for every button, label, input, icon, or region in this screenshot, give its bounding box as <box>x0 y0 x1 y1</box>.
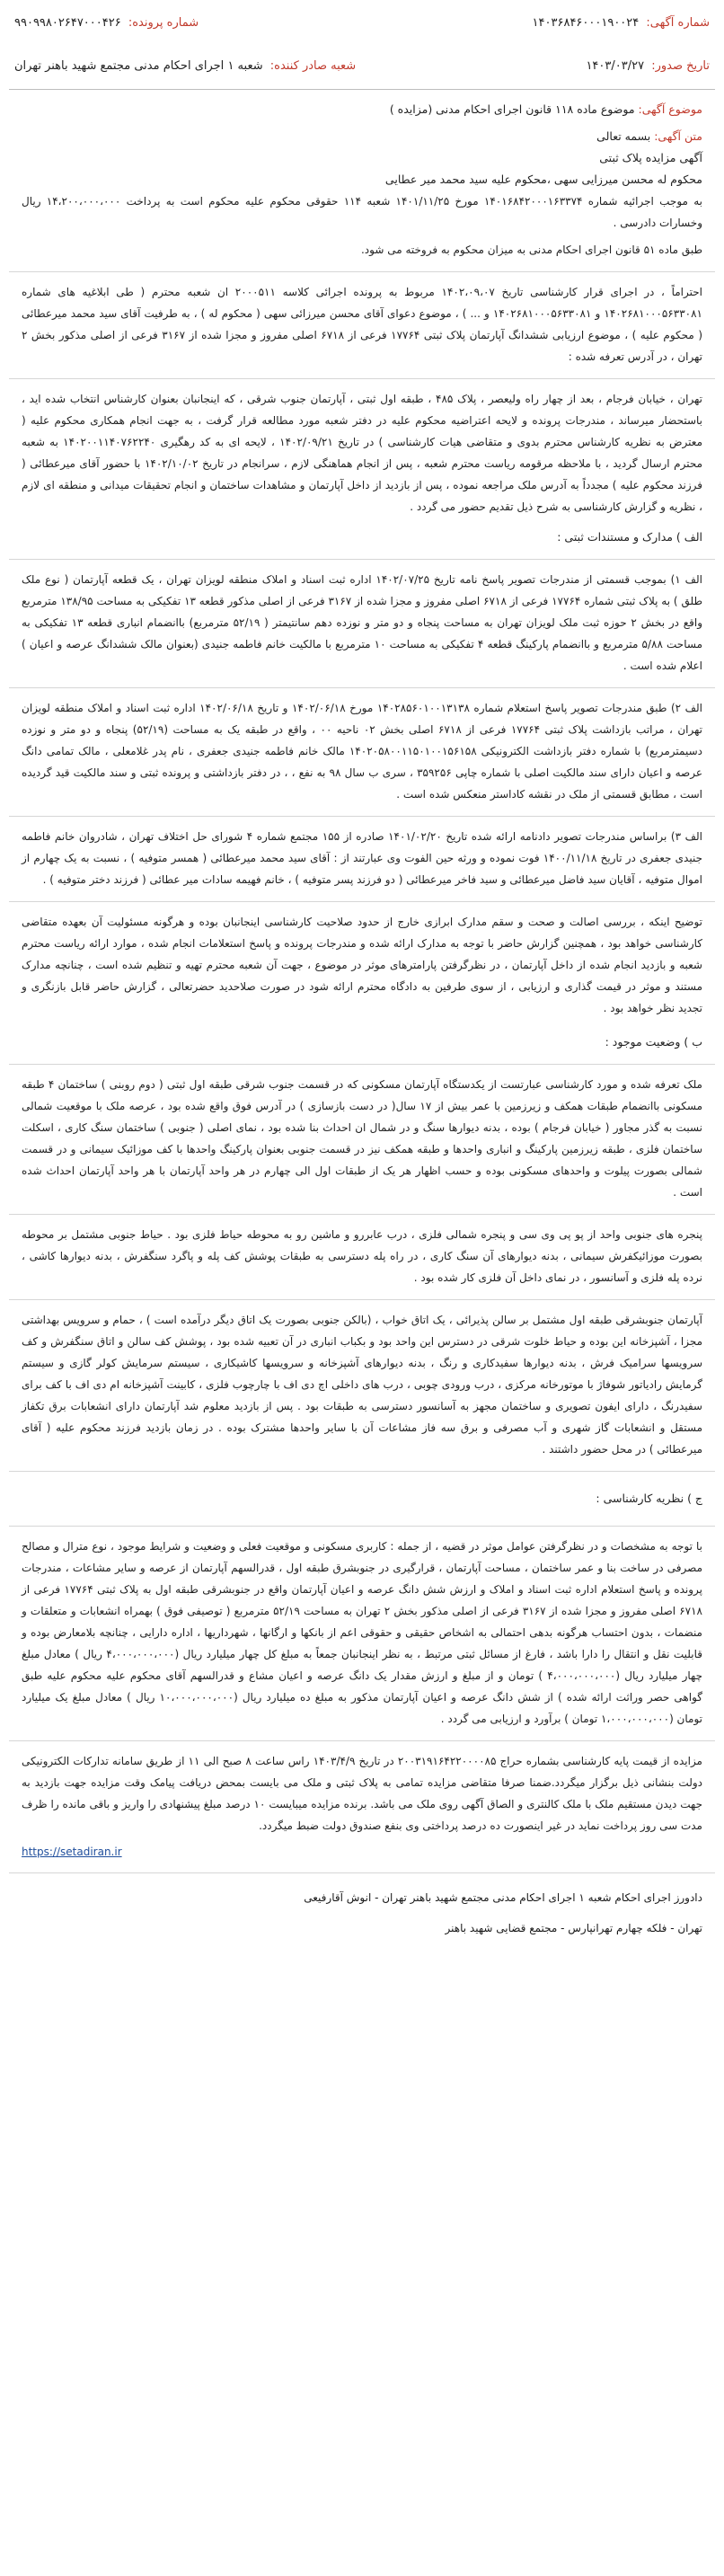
issuer-value: شعبه ۱ اجرای احکام مدنی مجتمع شهید باهنر تهران <box>14 59 263 73</box>
jim-1-paragraph: با توجه به مشخصات و در نظرگرفتن عوامل موثر در قضیه ، از جمله : کاربری مسکونی و موقعیت فعلی و وضعیت و شرایط موجود ، نوع مترال و مصالح مصرفی در ساخت بنا و عمر ساختمان ، مساحت آپارتمان ، قرارگیری در جنوبشرق طبقه اول ، قدرالسهم آپارتمان از عرصه و سایر مشاعات ، مندرجات پرونده و پاسخ استعلام اداره ثبت اسناد و املاک و ارزش شش دانگ عرصه و اعیان آپارتمان واقع در جنوبشرقی طبقه اول به پلاک ثبتی ۱۷۷۶۴ فرعی از ۶۷۱۸ اصلی مفروز و مجزا شده از ۳۱۶۷ فرعی از اصلی مذکور بخش ۲ تهران به مساحت ۵۲/۱۹ مترمربع ( توصیفی فوق ) بهمراه انشعابات و متعلقات و منضمات ، بدون احتساب هرگونه بدهی احتمالی به اشخاص حقیقی و حقوقی اعم از بانکها و ارگانها ، شهرداریها ، اداره دارایی ، چنانچه بلامعارض بوده و قابلیت نقل و انتقال را دارا باشد ، فارغ از مسائل ثبتی مرتبط ، به نظر اینجانبان جمعاً به مبلغ کل چهار میلیارد ریال (۴،۰۰۰،۰۰۰،۰۰۰ ریال ) معادل مبلغ چهار میلیارد ریال (۴،۰۰۰،۰۰۰،۰۰۰ ) تومان و از مبلغ و ارزش مقدار یک دانگ عرصه و اعیان مشاع و قدرالسهم آقای محکوم علیه محکوم علیه طبق گواهی حصر وراثت ارائه شده ) از شش دانگ عرصه و اعیان آپارتمان مذکور به مبلغ ده میلیارد ریال (۱۰،۰۰۰،۰۰۰،۰۰۰ ریال ) معادل مبلغ یک میلیارد تومان (۱،۰۰۰،۰۰۰،۰۰۰ تومان ) برآورد و ارزیابی می گردد . <box>22 1540 703 1725</box>
issue-date-label: تاریخ صدور: <box>651 59 710 73</box>
topic-label: موضوع آگهی: <box>638 102 702 116</box>
jim-1-section <box>9 1527 715 1741</box>
respect-section <box>9 272 715 379</box>
notice-title: آگهی مزایده پلاک ثبتی <box>599 151 702 164</box>
issuer-label: شعبه صادر کننده: <box>269 59 357 73</box>
be-2-section <box>9 1215 715 1300</box>
alef-1-paragraph: الف ۱) بموجب قسمتی از مندرجات تصویر پاسخ نامه تاریخ ۱۴۰۲/۰۷/۲۵ اداره ثبت اسناد و املاک منطقه لویزان تهران ، یک قطعه آپارتمان ( نوع ملک طلق ) به پلاک ثبتی شماره ۱۷۷۶۴ فرعی از ۶۷۱۸ اصلی مفروز و مجزا شده از ۳۱۶۷ فرعی از اصلی مذکور قطعه ۱۳ تفکیکی به مساحت ۱۳۸/۹۵ مترمربع واقع در بخش ۲ حوزه ثبت ملک لویزان تهران به مساحت پنجاه و دو متر و نوزده دهم سانتیمتر ( ۵۲/۱۹ مترمربع) باانضمام انباری قطعه ۱۳ تفکیکی به مساحت ۵/۸۸ مترمربع و باانضمام پارکینگ قطعه ۴ تفکیکی به مساحت ۱۰ مترمربع با مالکیت خانم فاطمه جنیدی (بعنوان مالک ششدانگ عرصه و اعیان ) اعلام شده است . <box>22 573 703 672</box>
issuer <box>14 58 356 75</box>
be-2-paragraph: پنجره های جنوبی واحد از پو پی وی سی و پنجره شمالی فلزی ، درب عابررو و ماشین رو به محوطه حیاط فلزی بود . حیاط جنوبی مشتمل بر محوطه بصورت موزائیکفرش سیمانی ، بدنه دیوارهای آن سنگ کاری ، در راه پله دسترسی به طبقات پوشش کف پله و پاگرد سنگفرش ، بدنه دیوارها کاشی ، نرده پله فلزی و آسانسور ، در نمای داخل آن فلزی کار شده بود . <box>22 1228 702 1284</box>
intro-section <box>9 90 715 272</box>
respect-paragraph: احتراماً ، در اجرای قرار کارشناسی تاریخ ۱۴۰۲،۰۹،۰۷ مربوط به پرونده اجرائی کلاسه ۲۰۰۰۵۱۱ ان شعبه محترم ( طی ابلاغیه های شماره ۱۴۰۲۶۸۱۰۰۰۵۶۳۳۰۸۱ و ۱۴۰۲۶۸۱۰۰۰۵۶۳۳۰۸۱ و ... ) ، موضوع دعوای آقای محسن میرزائی سهی ( محکوم له ) ، به طرفیت آقای سید محمد میرعطائی ( محکوم علیه ) ، موضوع ارزیابی ششدانگ آپارتمان پلاک ثبتی ۱۷۷۶۴ فرعی از ۶۷۱۸ اصلی مفروز و مجزا شده از ۳۱۶۷ فرعی از اصلی مذکور بخش ۲ تهران ، در آدرس تعرفه شده : <box>22 286 703 363</box>
alef-2-paragraph: الف ۲) طبق مندرجات تصویر پاسخ استعلام شماره ۱۴۰۲۸۵۶۰۱۰۰۱۳۱۳۸ مورخ ۱۴۰۲/۰۶/۱۸ و تاریخ ۱۴۰۲/۰۶/۱۸ اداره ثبت اسناد و املاک منطقه لویزان تهران ، مراتب بازداشت پلاک ثبتی ۱۷۷۶۴ فرعی از ۶۷۱۸ اصلی بخش ۰۲ ناحیه ۰۰ ، واقع در طبقه یک به مساحت (۵۲/۱۹) پنجاه و دو متر و نوزده دسیمترمربع) با شماره دفتر بازداشت الکترونیکی ۱۴۰۲۰۵۸۰۰۱۱۵۰۱۰۰۱۵۶۱۵۸ مالک خانم فاطمه جنیدی جعفری ، نام پدر غلامعلی ، مالک تمامی دانگ عرصه و اعیان دارای سند مالکیت اصلی با شماره چاپی ۳۵۹۲۵۶ ، سری ب سال ۹۸ به نفع ، ، در دفتر بازداشتی و پرونده ثبتی و سند مالکیت قید گردیده است ، مطابق قسمتی از ملک در نقشه کاداستر منعکس شده است . <box>22 702 702 801</box>
topic-value: موضوع ماده ۱۱۸ قانون اجرای احکام مدنی (مزایده ) <box>389 102 635 116</box>
be-3-paragraph: آپارتمان جنوبشرقی طبقه اول مشتمل بر سالن پذیرائی ، یک اتاق خواب ، (بالکن جنوبی بصورت یک اتاق دیگر درآمده است ) ، حمام و سرویس بهداشتی مجزا ، آشپزخانه این بوده و حیاط خلوت شرقی در دسترس این واحد بود و بکباب انباری در آن تعبیه شده بود ، پوشش کف سالن و اتاق سنگفرش و کف سرویسها سرامیک فرش ، بدنه دیوارها سفیدکاری و رنگ ، بدنه دیوارهای آشپزخانه و سرویسها کاشیکاری ، سیستم سرمایش کولر گازی و سیستم گرمایش رادیاتور شوفاژ با موتورخانه مرکزی ، درب ورودی چوبی ، درب های داخلی اچ دی اف با چارچوب فلزی ، کابینت آشپزخانه ام دی اف با کف برای سفیدرنگ ، دارای ایفون تصویری و ساختمان مجهز به آسانسور دسترسی به طبقات بود . پس از بازدید معلوم شد آپارتمان دارای انشعابات برق تکفاز مستقل و انشعابات گاز شهری و آب مصرفی و برق سه فاز مشاعات آن با سایر واحدها مشترک بوده . در زمان بازدید فرزند محکوم علیه ( آقای میرعطائی ) در محل حضور داشتند . <box>22 1314 702 1456</box>
address-paragraph: تهران ، خیابان فرجام ، بعد از چهار راه ولیعصر ، پلاک ۴۸۵ ، طبقه اول ثبتی ، آپارتمان جنوب شرقی ، که اینجانبان بعنوان کارشناس انتخاب شده اید ، باستحضار میرساند ، مندرجات پرونده و لایحه اعتراضیه محکوم علیه در دفتر شعبه مورد مطالعه قرار گرفت ، به جهت انجام همکاری محکوم علیه ( معترض به نظریه کارشناس محترم بدوی و متقاضی هیات کارشناسی ) در تاریخ ۱۴۰۲/۰۹/۲۱ ، لایحه ای به کد رهگیری ۱۴۰۲۰۰۱۱۴۰۷۶۲۲۴۰ به شعبه محترم ارسال گردید ، با ملاحظه مرقومه ریاست محترم شعبه ، پس از انجام هماهنگی لازم ، سرانجام در تاریخ ۱۴۰۲/۱۰/۰۲ با حضور آقای میرعطائی ( فرزند محکوم علیه ) مجدداً به آدرس ملک مراجعه نموده ، پس از بازدید از داخل آپارتمان و مشاهدات ساختمان و انجام تحقیقات میدانی و منطقه ای لازم ، نظریه و گزارش کارشناسی به شرح ذیل تقدیم حضور می گردد . <box>22 393 703 513</box>
bismillah: بسمه تعالی <box>596 129 651 143</box>
signature-line-2: تهران - فلکه چهارم تهرانپارس - مجتمع قضایی شهید باهنر <box>445 1922 702 1934</box>
auction-section <box>9 1741 715 1873</box>
be-3-section <box>9 1300 715 1472</box>
signature-line-1: دادورز اجرای احکام شعبه ۱ اجرای احکام مدنی مجتمع شهید باهنر تهران - انوش آقارفیعی <box>304 1891 702 1904</box>
alef-3-paragraph: الف ۳) براساس مندرجات تصویر دادنامه ارائه شده تاریخ ۱۴۰۱/۰۲/۲۰ صادره از ۱۵۵ مجتمع شماره ۴ شورای حل اختلاف تهران ، شادروان خانم فاطمه جنیدی جعفری در تاریخ ۱۴۰۰/۱۱/۱۸ فوت نموده و ورثه حین الفوت وی عبارتند از : آقای سید محمد میرعطائی ( همسر متوفیه ) ، نسبت به یک چهارم از اموال متوفیه ، آقایان سید فاضل میرعطائی و سید فاخر میرعطائی ( دو فرزند پسر متوفیه ) ، خانم فهیمه سادات میر عطائی ( فرزند دختر متوفیه ) . <box>22 830 703 886</box>
alef-3-section <box>9 817 715 902</box>
section-alef-heading: الف ) مدارک و مستندات ثبتی : <box>557 530 702 544</box>
authenticity-section <box>9 902 715 1065</box>
case-number-label: شماره پرونده: <box>128 16 199 30</box>
section-be-heading: ب ) وضعیت موجود : <box>605 1035 702 1049</box>
ad-number-value: ۱۴۰۳۶۸۴۶۰۰۰۱۹۰۰۲۴ <box>532 16 640 30</box>
section-jim-heading: ج ) نظریه کارشناسی : <box>596 1492 702 1505</box>
issue-date-value: ۱۴۰۳/۰۳/۲۷ <box>586 59 645 73</box>
signature-section <box>9 1873 715 1951</box>
ad-number <box>533 14 710 32</box>
alef-1-section <box>9 560 715 688</box>
ad-number-label: شماره آگهی: <box>646 16 710 30</box>
execution-paragraph: به موجب اجرائیه شماره ۱۴۰۱۶۸۴۲۰۰۰۱۶۳۳۷۴ مورخ ۱۴۰۱/۱۱/۲۵ شعبه ۱۱۴ حقوقی محکوم علیه محکوم است به پرداخت ۱۴،۲۰۰،۰۰۰،۰۰۰ ریال وخسارات دادرسی . <box>22 195 702 229</box>
notice-header <box>9 7 715 90</box>
body-label: متن آگهی: <box>654 129 702 143</box>
address-section <box>9 379 715 560</box>
parties-line: محکوم له محسن میرزایی سهی ،محکوم علیه سید محمد میر عطایی <box>384 173 702 186</box>
auction-paragraph: مزایده از قیمت پایه کارشناسی بشماره حراج ۲۰۰۳۱۹۱۶۴۲۲۰۰۰۰۸۵ در تاریخ ۱۴۰۳/۴/۹ راس ساعت ۸ صبح الی ۱۱ از طریق سامانه تدارکات الکترونیکی دولت بنشانی ذیل برگزار میگردد.ضمنا صرفا متقاضی مزایده تمامی به پلاک ثبتی و ملک می بایست بمحض دریافت پیامک وقت مزایده جهت بازدید به جهت دیدن مستقیم ملک با ملک کالنتری و الصاق آگهی روی ملک می باشد. برنده مزایده میبایست ۱۰ درصد مبلغ پیشنهادی را واریز و باقی مانده را ظرف مدت سی روز پرداخت نماید در غیر اینصورت ده درصد پرداختی وی بنفع صندوق دولت ضبط میگردد. <box>22 1755 703 1832</box>
topic-line <box>22 99 702 120</box>
alef-2-section <box>9 688 715 817</box>
article-51-line: طبق ماده ۵۱ قانون اجرای احکام مدنی به میزان محکوم به فروخته می شود. <box>360 243 702 256</box>
be-1-paragraph: ملک تعرفه شده و مورد کارشناسی عبارتست از یکدستگاه آپارتمان مسکونی که در قسمت جنوب شرقی طبقه اول ثبتی ( دوم روبنی ) ساختمان ۴ طبقه مسکونی باانضمام طبقات همکف و زیرزمین با عمر بیش از ۱۷ سال( در دست بازسازی ) در آدرس فوق واقع شده بود ، عرصه ملک با موقعیت شمالی نسبت به گذر مجاور ( خیابان فرجام ) بوده ، بدنه دیوارها سنگ و در شمال ان احداث بنا شده بود ، نمای اصلی ( جنوبی ) ساختمان سنگ کاری ، اسکلت ساختمان فلزی ، طبقه زیرزمین پارکینگ و انباری واحدها و طبقه همکف نیز در قسمت جنوبی بعنوان پارکینگ واحدها با کف موزائیک سیمانی و در قسمت شمالی بصورت پیلوت و واحدهای مسکونی بوده و حسب اظهار هر یک از طبقات اول الی چهارم در هر واحد آپارتمان با هر واحد آپارتمان احداث شده است . <box>22 1078 703 1199</box>
issue-date <box>586 58 710 75</box>
setadiran-link[interactable]: https://setadiran.ir <box>22 1846 122 1858</box>
jim-heading-section <box>9 1472 715 1527</box>
be-1-section <box>9 1065 715 1215</box>
case-number <box>14 14 199 32</box>
authenticity-paragraph: توضیح اینکه ، بررسی اصالت و صحت و سقم مدارک ابرازی خارج از حدود صلاحیت کارشناسی اینجانبان بوده و هرگونه مسئولیت آن بعهده متقاضی کارشناسی خواهد بود ، همچنین گزارش حاضر با توجه به مدارک ارائه شده و مندرجات پرونده و پاسخ استعلامات انجام شده ، موارد ارائه ریاست محترم شعبه و بازدید انجام شده از داخل آپارتمان ، در نظرگرفتن پارامترهای موثر در موضوع ، جهت آن شعبه محترم تهیه و تنظیم شده است ، چنانچه مدارک مستند و موثر در قیمت گذاری و ارزیابی ، از سوی طرفین به دادگاه محترم ارائه شود در صورت صلاحدید حضرتعالی ، گزارش حاضر قابل بازنگری و تجدید نظر خواهد بود . <box>22 916 702 1014</box>
case-number-value: ۹۹۰۹۹۸۰۲۶۴۷۰۰۰۴۲۶ <box>14 16 121 30</box>
body-label-line <box>22 126 702 147</box>
